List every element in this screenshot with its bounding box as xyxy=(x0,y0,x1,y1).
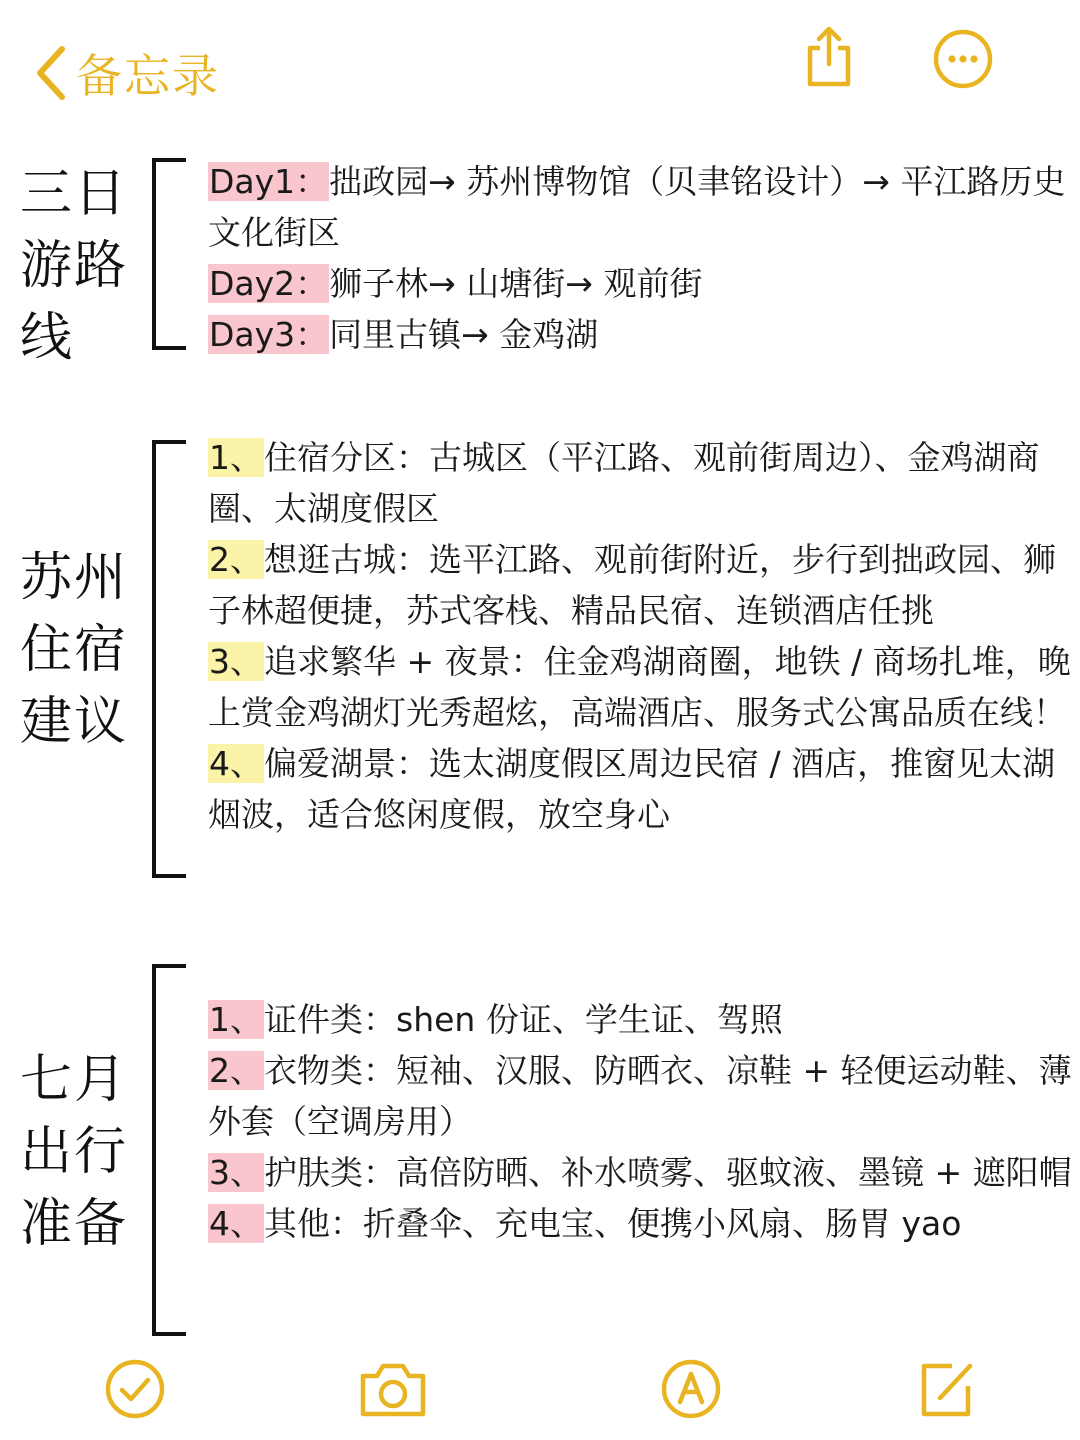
markup-button[interactable] xyxy=(656,1356,726,1426)
checklist-button[interactable] xyxy=(100,1356,170,1426)
section-bracket xyxy=(152,158,186,350)
itinerary-list xyxy=(208,156,1076,360)
section-bracket xyxy=(152,964,186,1336)
number-tag: 4、 xyxy=(209,744,263,783)
share-icon xyxy=(804,26,854,92)
list-item xyxy=(208,534,1076,636)
section-bracket xyxy=(152,440,186,878)
number-tag: 2、 xyxy=(209,540,263,579)
list-item xyxy=(208,1147,1076,1198)
section-label-itinerary: 三日游路线 xyxy=(20,164,129,368)
list-item xyxy=(208,156,1076,258)
compose-icon xyxy=(916,1358,978,1424)
list-item xyxy=(208,738,1076,840)
lodging-list xyxy=(208,432,1076,840)
compose-button[interactable] xyxy=(912,1356,982,1426)
back-label: 备忘录 xyxy=(76,49,220,103)
number-tag: 3、 xyxy=(209,1153,263,1192)
list-item-text: 偏爱湖景：选太湖度假区周边民宿 / 酒店，推窗见太湖烟波，适合悠闲度假，放空身心 xyxy=(208,744,1056,834)
list-item xyxy=(208,1045,1076,1147)
share-button[interactable] xyxy=(798,26,860,92)
packing-list xyxy=(208,994,1076,1249)
number-tag: 4、 xyxy=(209,1204,263,1243)
list-item xyxy=(208,309,1076,360)
itinerary-section xyxy=(0,150,1080,370)
list-item xyxy=(208,994,1076,1045)
more-button[interactable] xyxy=(930,28,996,94)
back-button[interactable] xyxy=(34,40,220,106)
number-tag: 1、 xyxy=(209,438,263,477)
checklist-icon xyxy=(104,1358,166,1424)
packing-section xyxy=(0,962,1080,1342)
section-label-packing: 七月出行准备 xyxy=(20,1050,129,1254)
number-tag: 1、 xyxy=(209,1000,263,1039)
number-tag: 2、 xyxy=(209,1051,263,1090)
list-item xyxy=(208,432,1076,534)
day-tag: Day3： xyxy=(209,315,329,354)
list-item-text: 护肤类：高倍防晒、补水喷雾、驱蚊液、墨镜 + 遮阳帽 xyxy=(264,1153,1072,1192)
list-item-text: 衣物类：短袖、汉服、防晒衣、凉鞋 + 轻便运动鞋、薄外套（空调房用） xyxy=(208,1051,1072,1141)
list-item-text: 狮子林→ 山塘街→ 观前街 xyxy=(329,264,703,303)
ellipsis-circle-icon xyxy=(932,28,994,94)
list-item xyxy=(208,1198,1076,1249)
list-item-text: 拙政园→ 苏州博物馆（贝聿铭设计）→ 平江路历史文化街区 xyxy=(208,162,1066,252)
list-item-text: 同里古镇→ 金鸡湖 xyxy=(329,315,599,354)
list-item-text: 证件类：shen 份证、学生证、驾照 xyxy=(264,1000,783,1039)
list-item-text: 其他：折叠伞、充电宝、便携小风扇、肠胃 yao xyxy=(264,1204,962,1243)
day-tag: Day2： xyxy=(209,264,329,303)
lodging-section xyxy=(0,430,1080,950)
markup-icon xyxy=(660,1358,722,1424)
day-tag: Day1： xyxy=(209,162,329,201)
list-item-text: 想逛古城：选平江路、观前街附近，步行到拙政园、狮子林超便捷，苏式客栈、精品民宿、连锁酒店任挑 xyxy=(208,540,1056,630)
chevron-left-icon xyxy=(34,43,68,103)
list-item xyxy=(208,636,1076,738)
list-item xyxy=(208,258,1076,309)
top-navigation-bar xyxy=(0,0,1080,130)
list-item-text: 住宿分区：古城区（平江路、观前街周边）、金鸡湖商圈、太湖度假区 xyxy=(208,438,1040,528)
number-tag: 3、 xyxy=(209,642,263,681)
camera-icon xyxy=(357,1358,429,1424)
list-item-text: 追求繁华 + 夜景：住金鸡湖商圈，地铁 / 商场扎堆，晚上赏金鸡湖灯光秀超炫，高端酒店、服务式公寓品质在线！ xyxy=(208,642,1071,732)
section-label-lodging: 苏州住宿建议 xyxy=(20,548,129,752)
camera-button[interactable] xyxy=(358,1356,428,1426)
